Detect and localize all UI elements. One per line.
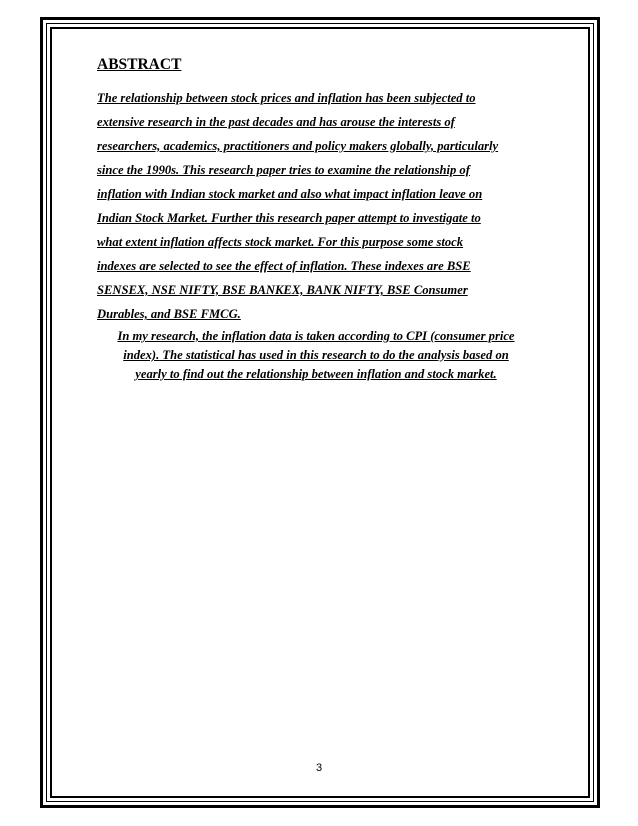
- page-number: 3: [315, 762, 323, 774]
- paragraph-line: researchers, academics, practitioners and policy makers globally, particularly: [97, 139, 499, 153]
- abstract-heading: ABSTRACT: [97, 56, 182, 73]
- paragraph-line: SENSEX, NSE NIFTY, BSE BANKEX, BANK NIFTY, BSE Consumer: [97, 283, 468, 297]
- paragraph-line: extensive research in the past decades and has arouse the interests of: [97, 115, 455, 129]
- paragraph-line: inflation with Indian stock market and also what impact inflation leave on: [97, 187, 483, 201]
- abstract-paragraph-2: [97, 327, 535, 384]
- abstract-paragraph-1: [97, 86, 547, 326]
- paragraph-line: yearly to find out the relationship between inflation and stock market.: [135, 367, 497, 381]
- paragraph-line: Durables, and BSE FMCG.: [97, 307, 241, 321]
- paragraph-line: The relationship between stock prices and inflation has been subjected to: [97, 91, 476, 105]
- paragraph-line: since the 1990s. This research paper tries to examine the relationship of: [97, 163, 470, 177]
- paragraph-line: Indian Stock Market. Further this research paper attempt to investigate to: [97, 211, 481, 225]
- paragraph-line: what extent inflation affects stock market. For this purpose some stock: [97, 235, 464, 249]
- document-body: [97, 54, 547, 384]
- paragraph-line: indexes are selected to see the effect of inflation. These indexes are BSE: [97, 259, 471, 273]
- paragraph-line: index). The statistical has used in this research to do the analysis based on: [123, 348, 509, 362]
- paragraph-line: In my research, the inflation data is taken according to CPI (consumer price: [117, 329, 515, 343]
